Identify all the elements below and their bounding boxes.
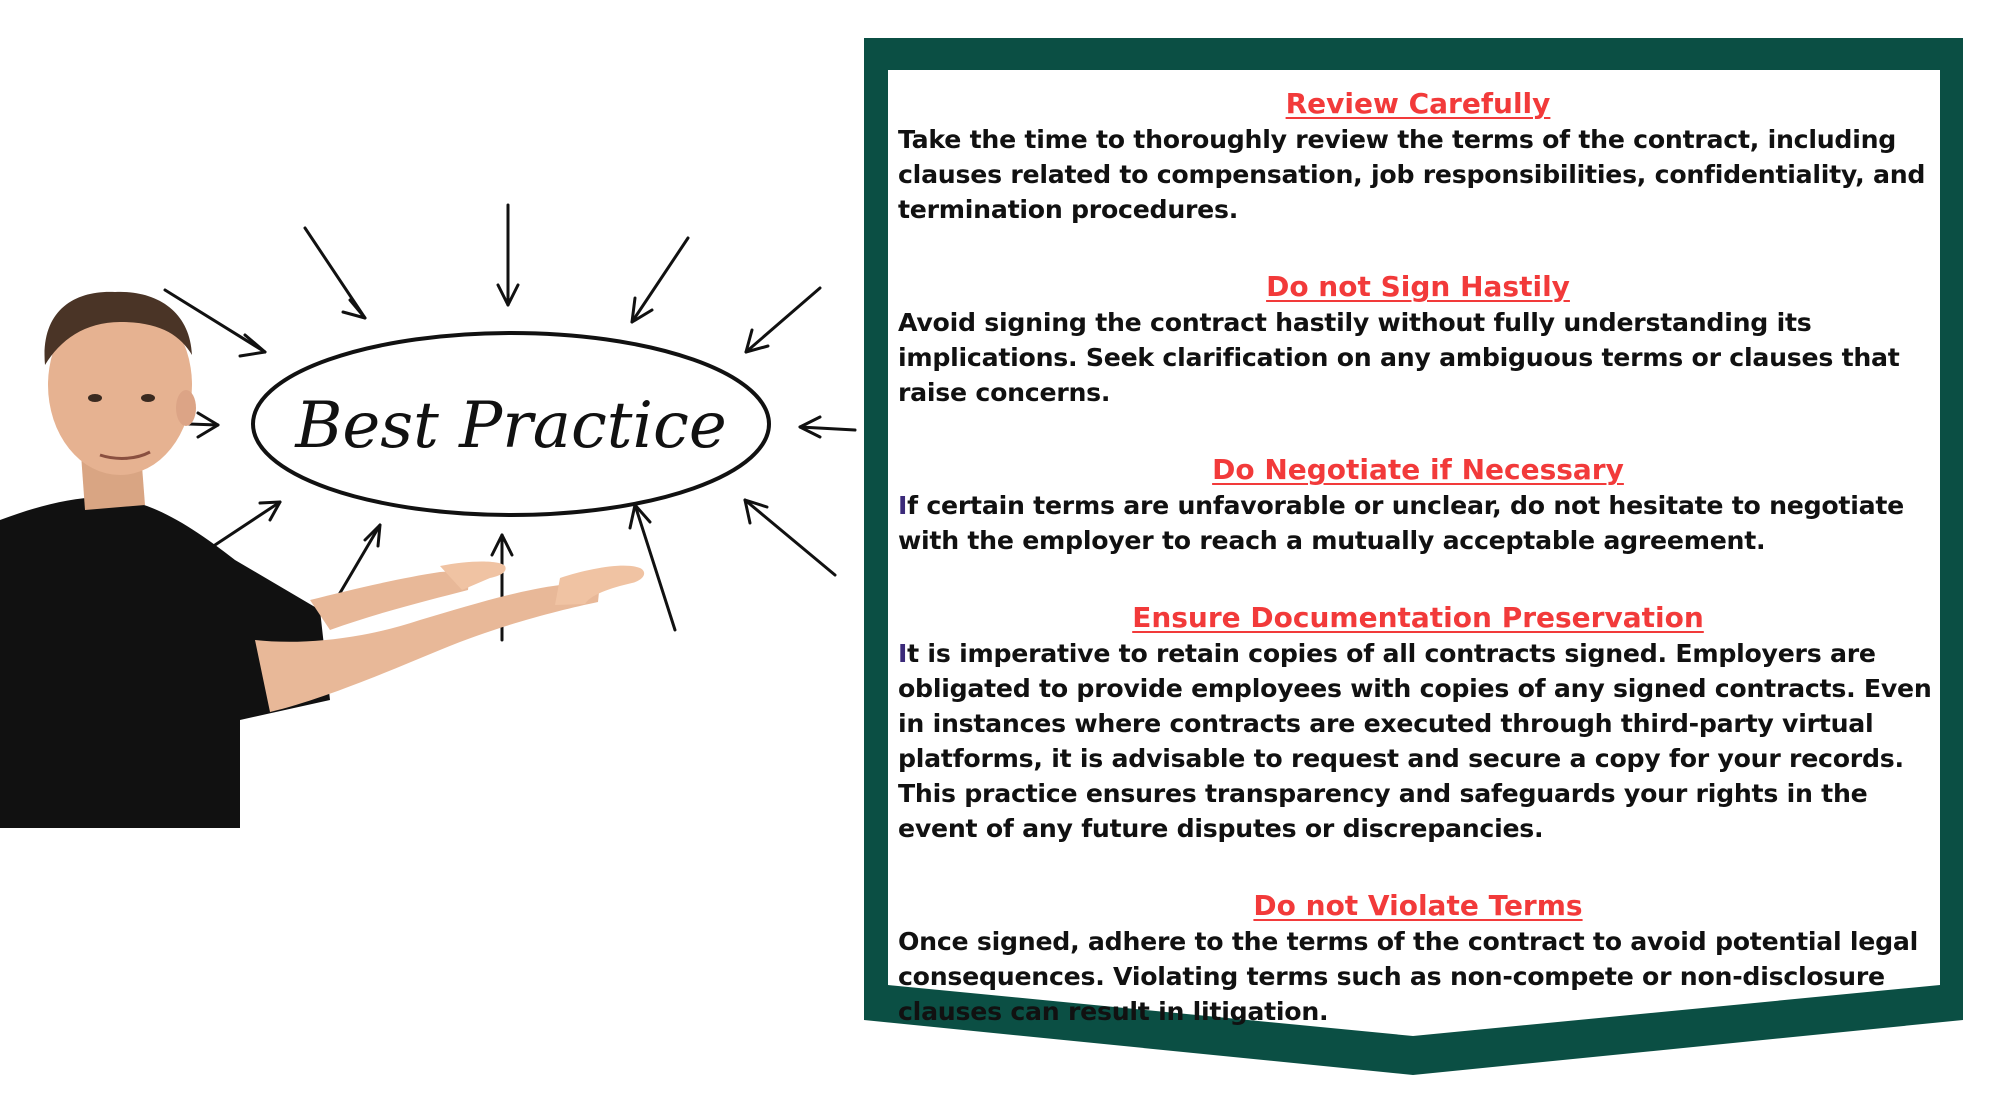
- section-body: [898, 305, 1938, 410]
- section-review-carefully: [898, 86, 1938, 227]
- section-body: [898, 924, 1938, 1029]
- section-do-not-sign-hastily: [898, 269, 1938, 410]
- section-title: Ensure Documentation Preservation: [1132, 601, 1704, 634]
- body-text: Take the time to thoroughly review the terms of the contract, including clauses related to compensation, job responsibilities, confidentiality, and termination procedures.: [898, 125, 1926, 224]
- section-do-not-violate-terms: [898, 888, 1938, 1029]
- body-text: Avoid signing the contract hastily without fully understanding its implications. Seek clarification on any ambiguous terms or clauses that raise concerns.: [898, 308, 1900, 407]
- tips-panel-content: [898, 86, 1938, 1071]
- lead-letter: I: [898, 639, 908, 668]
- lead-letter: I: [898, 491, 908, 520]
- body-text: f certain terms are unfavorable or unclear, do not hesitate to negotiate with the employer to reach a mutually acceptable agreement.: [898, 491, 1904, 555]
- section-title: Review Carefully: [1285, 87, 1551, 120]
- section-body: [898, 636, 1938, 846]
- section-body: [898, 488, 1938, 558]
- section-do-negotiate: [898, 452, 1938, 558]
- bubble-label: Best Practice: [295, 389, 727, 463]
- section-body: [898, 122, 1938, 227]
- body-text: Once signed, adhere to the terms of the contract to avoid potential legal consequences. Violating terms such as non-compete or non-disclosure clauses can result in litigation.: [898, 927, 1919, 1026]
- section-title: Do not Violate Terms: [1253, 889, 1583, 922]
- body-text: t is imperative to retain copies of all contracts signed. Employers are obligated to provide employees with copies of any signed contracts. Even in instances where contracts are executed through third-party virtual platforms, it is advisable to request and secure a copy for your records. This practice ensures transparency and safeguards your rights in the event of any future disputes or discrepancies.: [898, 639, 1932, 843]
- section-title: Do not Sign Hastily: [1266, 270, 1570, 303]
- section-title: Do Negotiate if Necessary: [1212, 453, 1624, 486]
- section-ensure-documentation: [898, 600, 1938, 846]
